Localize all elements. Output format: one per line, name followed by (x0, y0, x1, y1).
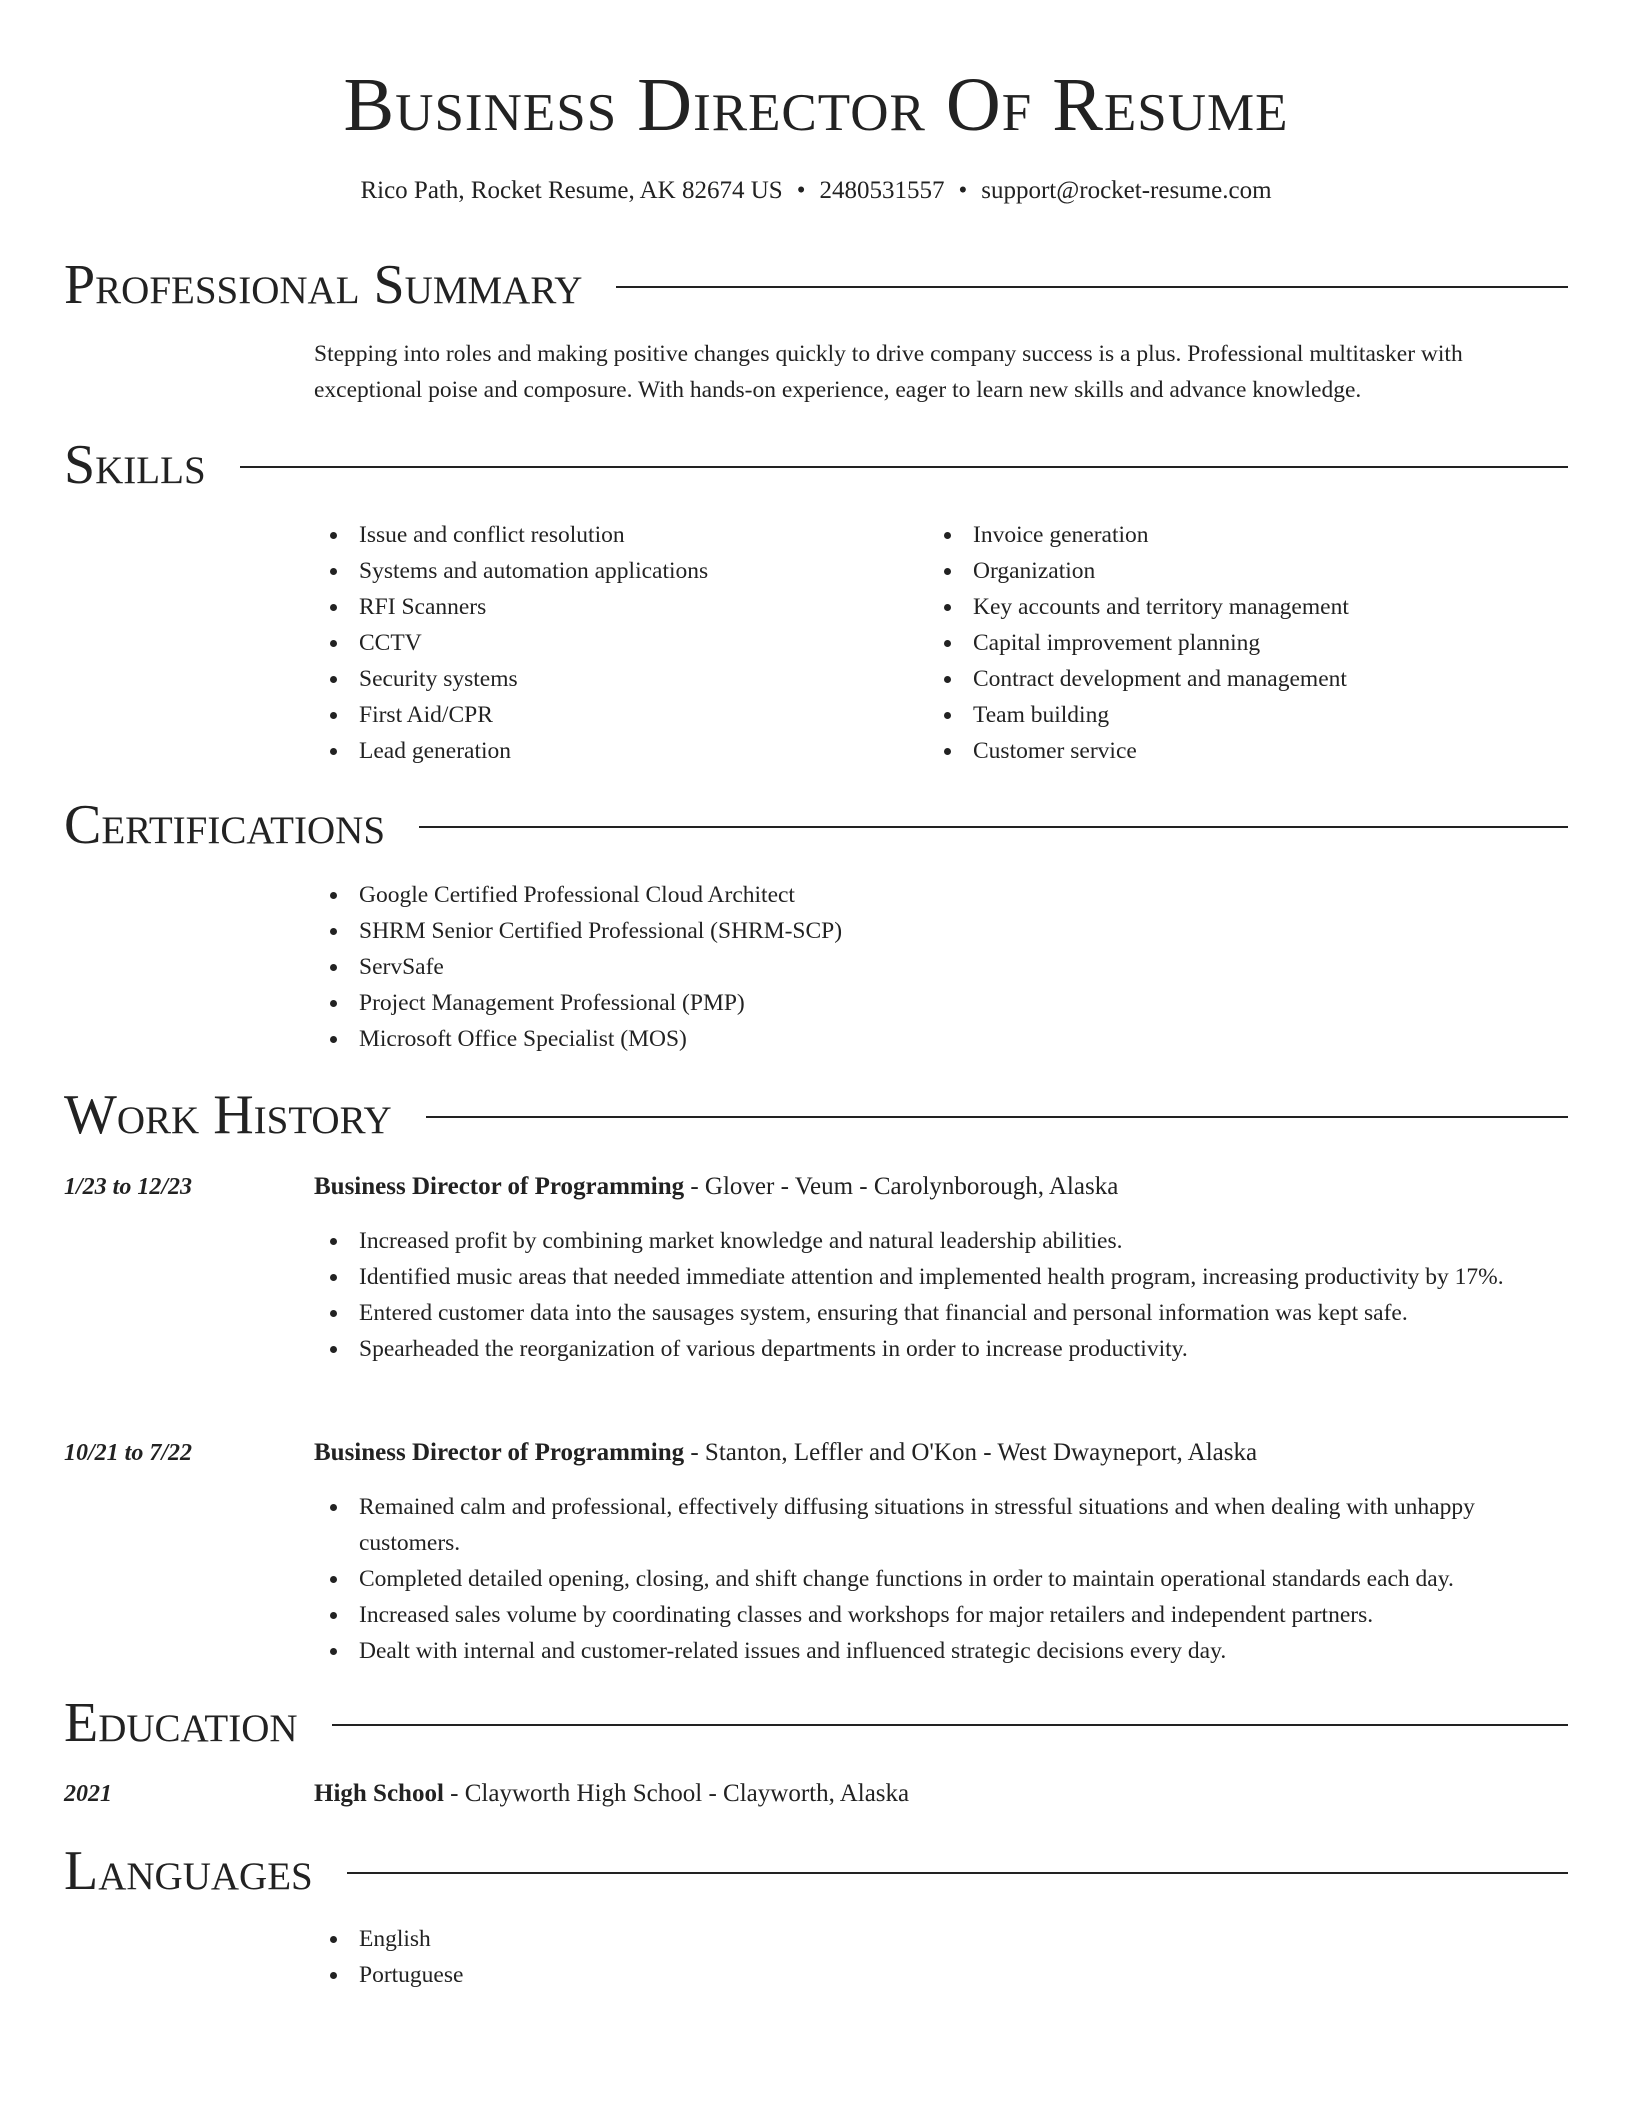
skills-section-header (64, 430, 1568, 500)
list-item: Project Management Professional (PMP) (314, 985, 1568, 1021)
list-item: Capital improvement planning (928, 625, 1528, 661)
education-degree: High School (314, 1780, 444, 1807)
job-bullet-list (314, 1489, 1568, 1669)
education-details: - Clayworth High School - Clayworth, Alaska (443, 1780, 910, 1807)
summary-section-header (64, 250, 1568, 320)
section-divider (240, 466, 1568, 468)
list-item: Spearheaded the reorganization of various departments in order to increase productivity. (314, 1331, 1568, 1367)
certifications-list (314, 877, 1568, 1057)
list-item: Increased profit by combining market knowledge and natural leadership abilities. (314, 1223, 1568, 1259)
list-item: CCTV (314, 625, 914, 661)
list-item: Contract development and management (928, 661, 1528, 697)
section-title: Certifications (64, 794, 386, 856)
list-item: Entered customer data into the sausages system, ensuring that financial and personal information was kept safe. (314, 1295, 1568, 1331)
address: Rico Path, Rocket Resume, AK 82674 US (360, 177, 783, 204)
list-item: ServSafe (314, 949, 1568, 985)
list-item: Issue and conflict resolution (314, 517, 914, 553)
email: support@rocket-resume.com (981, 177, 1272, 204)
section-title: Education (64, 1692, 298, 1754)
languages-block (314, 1921, 914, 1993)
job-title-line (314, 1435, 1568, 1471)
section-divider (419, 826, 1568, 828)
list-item: SHRM Senior Certified Professional (SHRM-SCP) (314, 913, 1568, 949)
list-item: Portuguese (314, 1957, 914, 1993)
languages-section-header (64, 1836, 1568, 1906)
list-item: Security systems (314, 661, 914, 697)
list-item: Organization (928, 553, 1528, 589)
section-title: Professional Summary (64, 254, 583, 316)
skills-list-right (928, 517, 1528, 769)
list-item: Dealt with internal and customer-related issues and influenced strategic decisions every day. (314, 1633, 1568, 1669)
section-divider (347, 1872, 1568, 1874)
certifications-block (314, 877, 1568, 1057)
list-item: First Aid/CPR (314, 697, 914, 733)
education-section-header (64, 1688, 1568, 1758)
list-item: Key accounts and territory management (928, 589, 1528, 625)
job-dates: 10/21 to 7/22 (64, 1440, 193, 1466)
job-details: - Stanton, Leffler and O'Kon - West Dwayneport, Alaska (684, 1439, 1258, 1466)
work-history-section-header (64, 1080, 1568, 1150)
section-title: Languages (64, 1840, 313, 1902)
list-item: Invoice generation (928, 517, 1528, 553)
list-item: Google Certified Professional Cloud Architect (314, 877, 1568, 913)
separator-dot: • (958, 177, 968, 204)
skills-column-right (928, 517, 1528, 769)
job-role: Business Director of Programming (314, 1439, 685, 1466)
skills-column-left (314, 517, 914, 769)
section-title: Skills (64, 434, 206, 496)
list-item: Lead generation (314, 733, 914, 769)
list-item: Identified music areas that needed immediate attention and implemented health program, increasing productivity by 17%. (314, 1259, 1568, 1295)
separator-dot: • (796, 177, 806, 204)
list-item: English (314, 1921, 914, 1957)
phone: 2480531557 (819, 177, 945, 204)
job-dates: 1/23 to 12/23 (64, 1174, 193, 1200)
languages-list (314, 1921, 914, 1993)
list-item: Team building (928, 697, 1528, 733)
list-item: Customer service (928, 733, 1528, 769)
list-item: Completed detailed opening, closing, and shift change functions in order to maintain operational standards each day. (314, 1561, 1568, 1597)
section-divider (332, 1724, 1568, 1726)
section-divider (426, 1116, 1568, 1118)
job-details: - Glover - Veum - Carolynborough, Alaska (684, 1173, 1119, 1200)
job-bullet-list (314, 1223, 1568, 1367)
certifications-section-header (64, 790, 1568, 860)
list-item: Systems and automation applications (314, 553, 914, 589)
list-item: RFI Scanners (314, 589, 914, 625)
job-title-line (314, 1169, 1568, 1205)
summary-text: Stepping into roles and making positive changes quickly to drive company success is a plus. Professional multitasker with exceptional poise and composure. With hands-on experience, eager to learn new skills and advance knowledge. (314, 341, 1463, 403)
list-item: Increased sales volume by coordinating classes and workshops for major retailers and independent partners. (314, 1597, 1568, 1633)
job-role: Business Director of Programming (314, 1173, 685, 1200)
section-divider (616, 286, 1568, 288)
list-item: Microsoft Office Specialist (MOS) (314, 1021, 1568, 1057)
list-item: Remained calm and professional, effectively diffusing situations in stressful situations and when dealing with unhappy customers. (314, 1489, 1568, 1561)
job-responsibilities (314, 1223, 1568, 1367)
education-line (314, 1776, 1568, 1812)
job-responsibilities (314, 1489, 1568, 1669)
section-title: Work History (64, 1084, 392, 1146)
contact-line (0, 174, 1632, 208)
skills-list-left (314, 517, 914, 769)
education-year: 2021 (64, 1781, 112, 1807)
resume-name: Business Director Of Resume (343, 63, 1289, 147)
